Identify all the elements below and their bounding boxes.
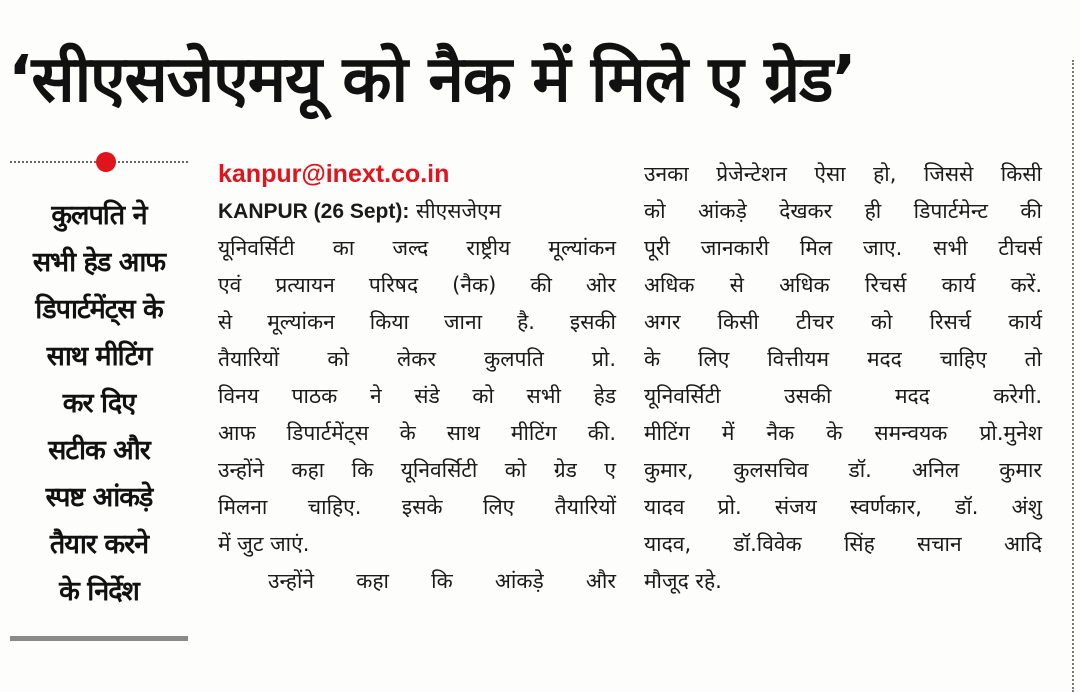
reporter-email[interactable]: kanpur@inext.co.in	[218, 160, 450, 188]
body-line: मीटिंग में नैक के समन्वयक प्रो.मुनेश	[644, 421, 1042, 445]
body-line: यादव, डॉ.विवेक सिंह सचान आदि	[644, 532, 1042, 556]
highlight-line: डिपार्टमेंट्स के	[35, 294, 163, 325]
highlight-line: साथ मीटिंग	[46, 341, 152, 372]
dateline: KANPUR (26 Sept):	[218, 200, 410, 223]
highlight-line: सटीक और	[48, 435, 150, 466]
article-column-2	[644, 156, 1042, 600]
bottom-rule	[10, 636, 188, 641]
highlight-text	[10, 192, 188, 615]
body-line: उनका प्रेजेन्टेशन ऐसा हो, जिससे किसी	[644, 162, 1042, 186]
highlight-box	[10, 150, 188, 650]
body-line: को आंकड़े देखकर ही डिपार्टमेन्ट की	[644, 199, 1042, 223]
body-line: यूनिवर्सिटी उसकी मदद करेगी.	[644, 384, 1042, 408]
body-line: विनय पाठक ने संडे को सभी हेड	[218, 384, 616, 408]
body-line: में जुट जाएं.	[218, 532, 310, 556]
body-line: आफ डिपार्टमेंट्स के साथ मीटिंग की.	[218, 421, 616, 445]
body-line: मिलना चाहिए. इसके लिए तैयारियों	[218, 495, 616, 519]
highlight-line: कुलपति ने	[51, 200, 147, 231]
body-line: पूरी जानकारी मिल जाए. सभी टीचर्स	[644, 236, 1042, 260]
highlight-line: कर दिए	[62, 388, 136, 419]
body-line: उन्होंने कहा कि यूनिवर्सिटी को ग्रेड ए	[218, 458, 616, 482]
body-line: अगर किसी टीचर को रिसर्च कार्य	[644, 310, 1042, 334]
highlight-line: तैयार करने	[49, 529, 149, 560]
body-line: तैयारियों को लेकर कुलपति प्रो.	[218, 347, 616, 371]
headline: ‘सीएसजेएमयू को नैक में मिले ए ग्रेड’	[8, 43, 856, 117]
body-line: यूनिवर्सिटी का जल्द राष्ट्रीय मूल्यांकन	[218, 236, 616, 260]
body-line: एवं प्रत्यायन परिषद (नैक) की ओर	[218, 273, 616, 297]
column-divider	[1072, 60, 1074, 692]
body-line: के लिए वित्तीयम मदद चाहिए तो	[644, 347, 1042, 371]
highlight-line: सभी हेड आफ	[32, 247, 166, 278]
body-line: यादव प्रो. संजय स्वर्णकार, डॉ. अंशु	[644, 495, 1042, 519]
highlight-line: के निर्देश	[59, 576, 139, 607]
body-line: उन्होंने कहा कि आंकड़े और	[268, 569, 616, 593]
body-line: से मूल्यांकन किया जाना है. इसकी	[218, 310, 616, 334]
highlight-line: स्पष्ट आंकड़े	[45, 482, 153, 513]
body-line: कुमार, कुलसचिव डॉ. अनिल कुमार	[644, 458, 1042, 482]
red-bullet-icon	[96, 152, 116, 172]
body-text: सीएसजेएम	[409, 199, 502, 223]
article-column-1	[218, 156, 616, 600]
body-line: अधिक से अधिक रिचर्स कार्य करें.	[644, 273, 1042, 297]
body-line: मौजूद रहे.	[644, 569, 722, 593]
